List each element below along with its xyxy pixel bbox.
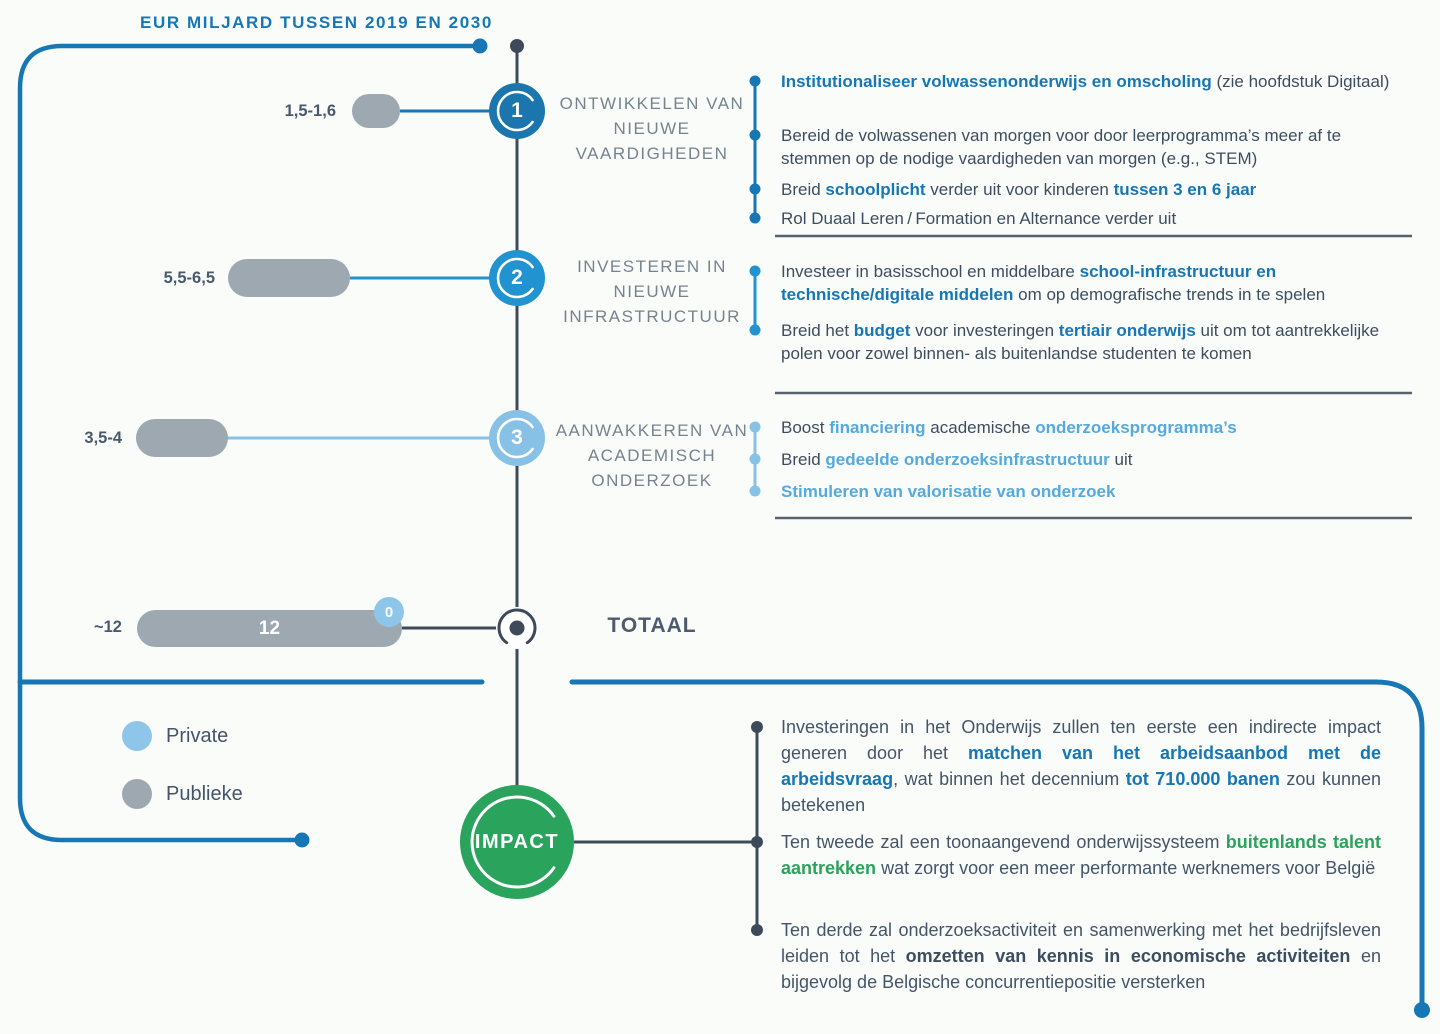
section-1-bullet-4: Rol Duaal Leren / Formation en Alternance verder uit [781,209,1177,228]
section-2-bullet-1: Investeer in basisschool en middelbare school-infrastructuur en technische/digitale middelen om op demografische trends in te spelen [781,262,1326,304]
value-label-total: ~12 [94,618,122,636]
legend-private-label: Private [166,725,229,747]
section-3-bullet-3: Stimuleren van valorisatie van onderzoek [781,482,1116,501]
step-circle-1 [489,83,545,139]
section-1-bullet-3: Breid schoolplicht verder uit voor kinderen tussen 3 en 6 jaar [781,180,1257,199]
value-label-2: 5,5-6,5 [163,269,215,287]
section-heading-3: AANWAKKEREN VAN ACADEMISCH ONDERZOEK [555,421,749,490]
blue-endpoint-dot [295,833,310,848]
timeline-top-dot [510,39,524,53]
bullet-dot [750,213,761,224]
impact-label: IMPACT [474,830,560,853]
section-3-bullet-2: Breid gedeelde onderzoeksinfrastructuur uit [781,450,1133,469]
chart-title: EUR MILJARD TUSSEN 2019 EN 2030 [140,13,493,32]
step-number: 1 [511,99,523,122]
bullet-dot [751,721,763,733]
bar-publieke-3 [136,419,228,457]
step-circle-2 [489,250,545,306]
legend-publieke-icon [122,779,152,809]
impact-paragraph-3: Ten derde zal onderzoeksactiviteit en samenwerking met het bedrijfsleven leiden tot het omzetten van kennis in economische activiteiten en bijgevolg de Belgische concurrentiepositie versterken [781,920,1381,992]
blue-endpoint-dot [1414,1002,1430,1018]
bar-publieke-2 [228,259,350,297]
value-label-1: 1,5-1,6 [284,102,336,120]
legend-publieke-label: Publieke [166,783,243,805]
step-circle-3 [489,410,545,466]
value-label-3: 3,5-4 [84,429,122,447]
total-node [496,607,538,649]
section-heading-1: ONTWIKKELEN VAN NIEUWE VAARDIGHEDEN [559,94,745,163]
bullet-dot [751,836,763,848]
step-number: 3 [511,426,523,449]
impact-paragraph-2: Ten tweede zal een toonaangevend onderwijssysteem buitenlands talent aantrekken wat zorgt voor een meer performante werknemers voor België [781,832,1381,878]
impact-paragraph-1: Investeringen in het Onderwijs zullen ten eerste een indirecte impact generen door het matchen van het arbeidsaanbod met de arbeidsvraag, wat binnen het decennium tot 710.000 banen zou kunnen betekenen [781,717,1381,815]
bullet-dot [750,184,761,195]
impact-circle [460,785,574,899]
section-1-bullet-1: Institutionaliseer volwassenonderwijs en omscholing (zie hoofdstuk Digitaal) [781,72,1390,91]
bullet-dot [751,924,763,936]
bar-publieke-1 [352,94,400,128]
section-3-bullet-1: Boost financiering academische onderzoeksprogramma’s [781,418,1237,437]
total-heading: TOTAAL [607,614,697,637]
bar-total-value: 12 [258,617,281,639]
bullet-dot [750,76,761,87]
private-value-badge: 0 [374,597,404,627]
section-1-bullet-2: Bereid de volwassenen van morgen voor door leerprogramma’s meer af te stemmen op de nodige vaardigheden van morgen (e.g., STEM) [781,126,1342,168]
impact-rail [574,721,763,936]
section-2-bullet-2: Breid het budget voor investeringen tertiair onderwijs uit om tot aantrekkelijke polen voor zowel binnen- als buitenlandse studenten te komen [781,321,1380,363]
step-number: 2 [511,266,523,289]
blue-endpoint-dot [473,39,488,54]
section-heading-2: INVESTEREN IN NIEUWE INFRASTRUCTUUR [563,257,741,326]
bar-total [137,610,402,647]
legend-private-icon [122,721,152,751]
